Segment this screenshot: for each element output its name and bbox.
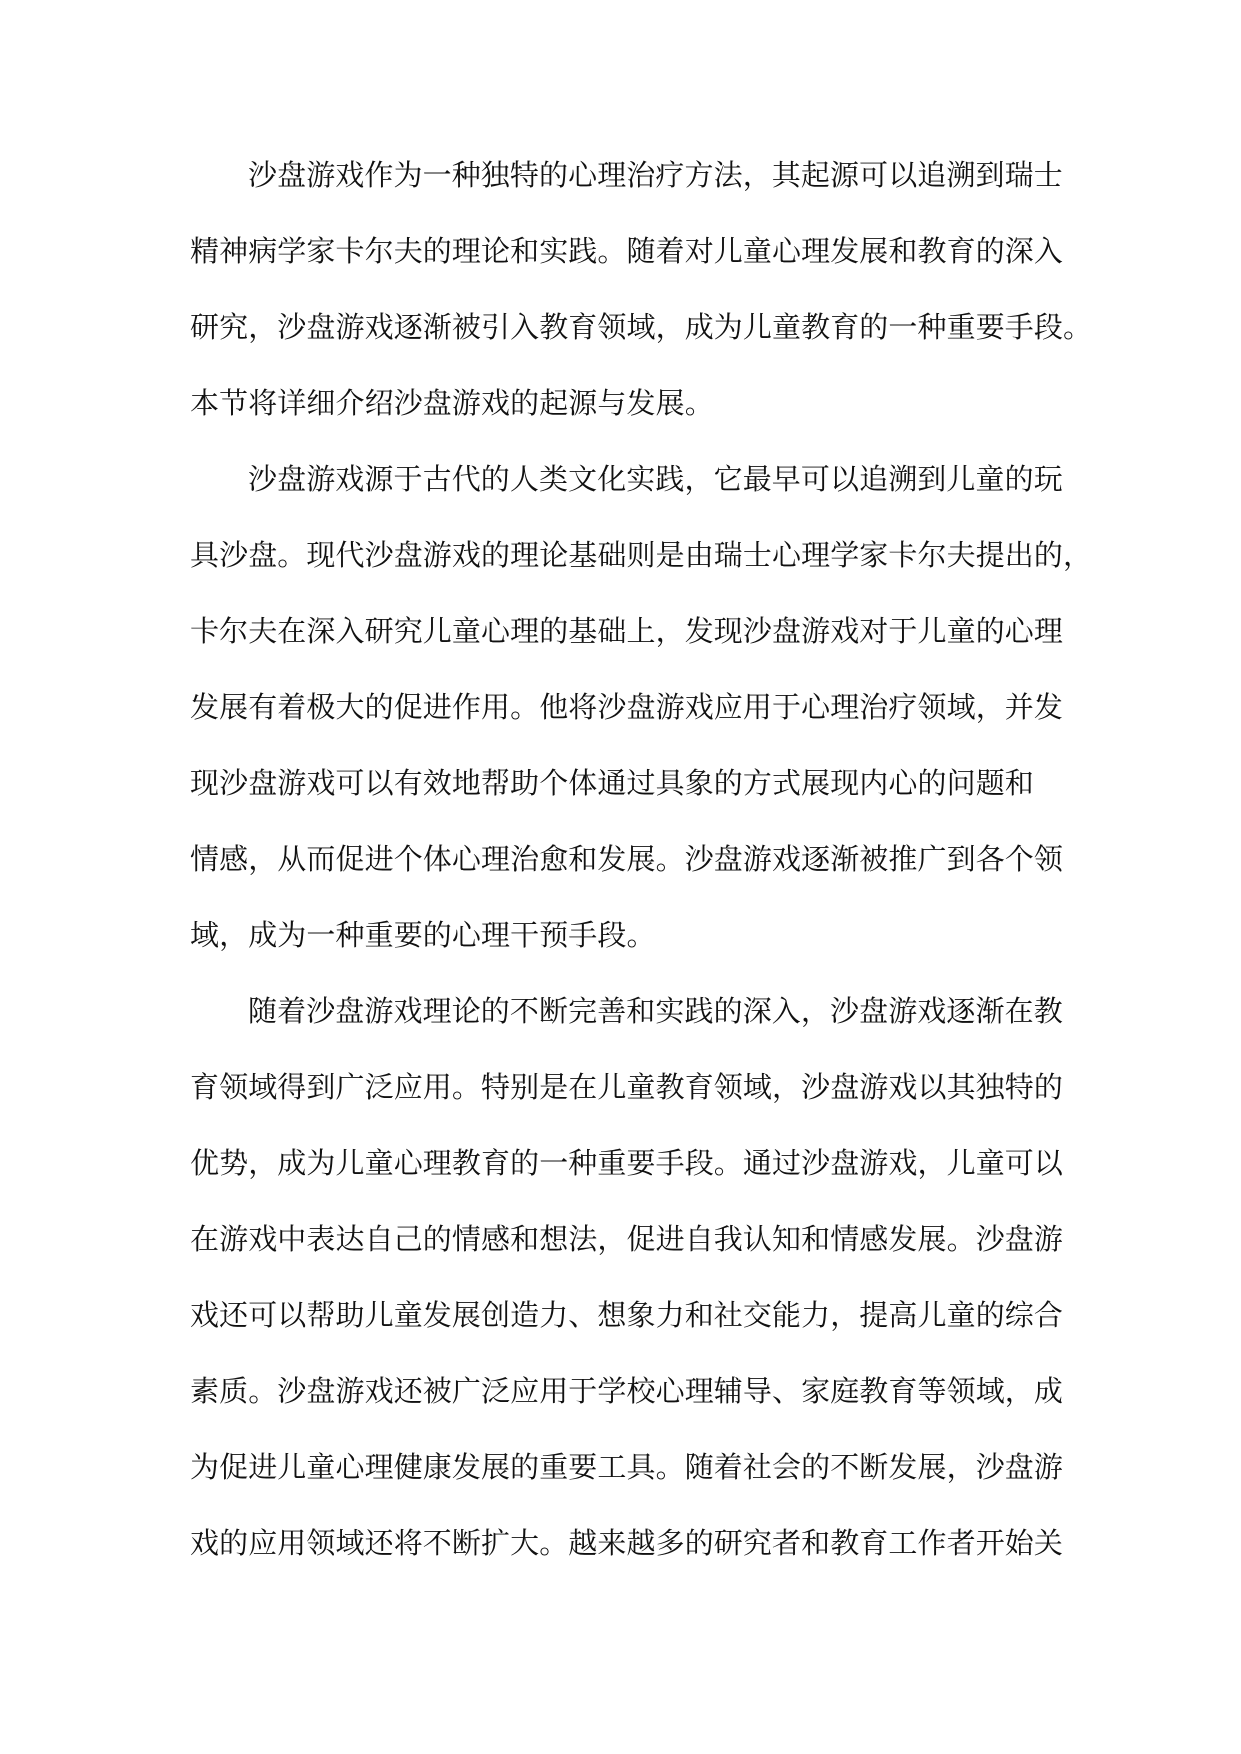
paragraph-line: 发展有着极大的促进作用。他将沙盘游戏应用于心理治疗领域，并发 <box>190 690 1064 724</box>
paragraph-line: 沙盘游戏作为一种独特的心理治疗方法，其起源可以追溯到瑞士 <box>248 158 1063 192</box>
paragraph-line: 精神病学家卡尔夫的理论和实践。随着对儿童心理发展和教育的深入 <box>190 234 1064 268</box>
paragraph-line: 具沙盘。现代沙盘游戏的理论基础则是由瑞士心理学家卡尔夫提出的， <box>190 538 1093 572</box>
paragraph-line: 戏还可以帮助儿童发展创造力、想象力和社交能力，提高儿童的综合 <box>190 1298 1064 1332</box>
paragraph-line: 本节将详细介绍沙盘游戏的起源与发展。 <box>190 386 714 420</box>
paragraph-line: 随着沙盘游戏理论的不断完善和实践的深入，沙盘游戏逐渐在教 <box>248 994 1063 1028</box>
document-body <box>190 137 1093 1581</box>
paragraph-line: 域，成为一种重要的心理干预手段。 <box>190 918 656 952</box>
paragraph-2 <box>190 441 1093 973</box>
paragraph-3 <box>190 973 1062 1581</box>
paragraph-line: 为促进儿童心理健康发展的重要工具。随着社会的不断发展，沙盘游 <box>190 1450 1064 1484</box>
paragraph-line: 优势，成为儿童心理教育的一种重要手段。通过沙盘游戏，儿童可以 <box>190 1146 1064 1180</box>
paragraph-line: 研究，沙盘游戏逐渐被引入教育领域，成为儿童教育的一种重要手段。 <box>190 310 1093 344</box>
paragraph-line: 沙盘游戏源于古代的人类文化实践，它最早可以追溯到儿童的玩 <box>248 462 1063 496</box>
paragraph-line: 情感，从而促进个体心理治愈和发展。沙盘游戏逐渐被推广到各个领 <box>190 842 1064 876</box>
paragraph-1 <box>190 137 1093 441</box>
paragraph-line: 育领域得到广泛应用。特别是在儿童教育领域，沙盘游戏以其独特的 <box>190 1070 1064 1104</box>
paragraph-line: 卡尔夫在深入研究儿童心理的基础上，发现沙盘游戏对于儿童的心理 <box>190 614 1064 648</box>
paragraph-line: 在游戏中表达自己的情感和想法，促进自我认知和情感发展。沙盘游 <box>190 1222 1064 1256</box>
paragraph-line: 现沙盘游戏可以有效地帮助个体通过具象的方式展现内心的问题和 <box>190 766 1034 800</box>
paragraph-line: 素质。沙盘游戏还被广泛应用于学校心理辅导、家庭教育等领域，成 <box>190 1374 1064 1408</box>
paragraph-line: 戏的应用领域还将不断扩大。越来越多的研究者和教育工作者开始关 <box>190 1526 1064 1560</box>
